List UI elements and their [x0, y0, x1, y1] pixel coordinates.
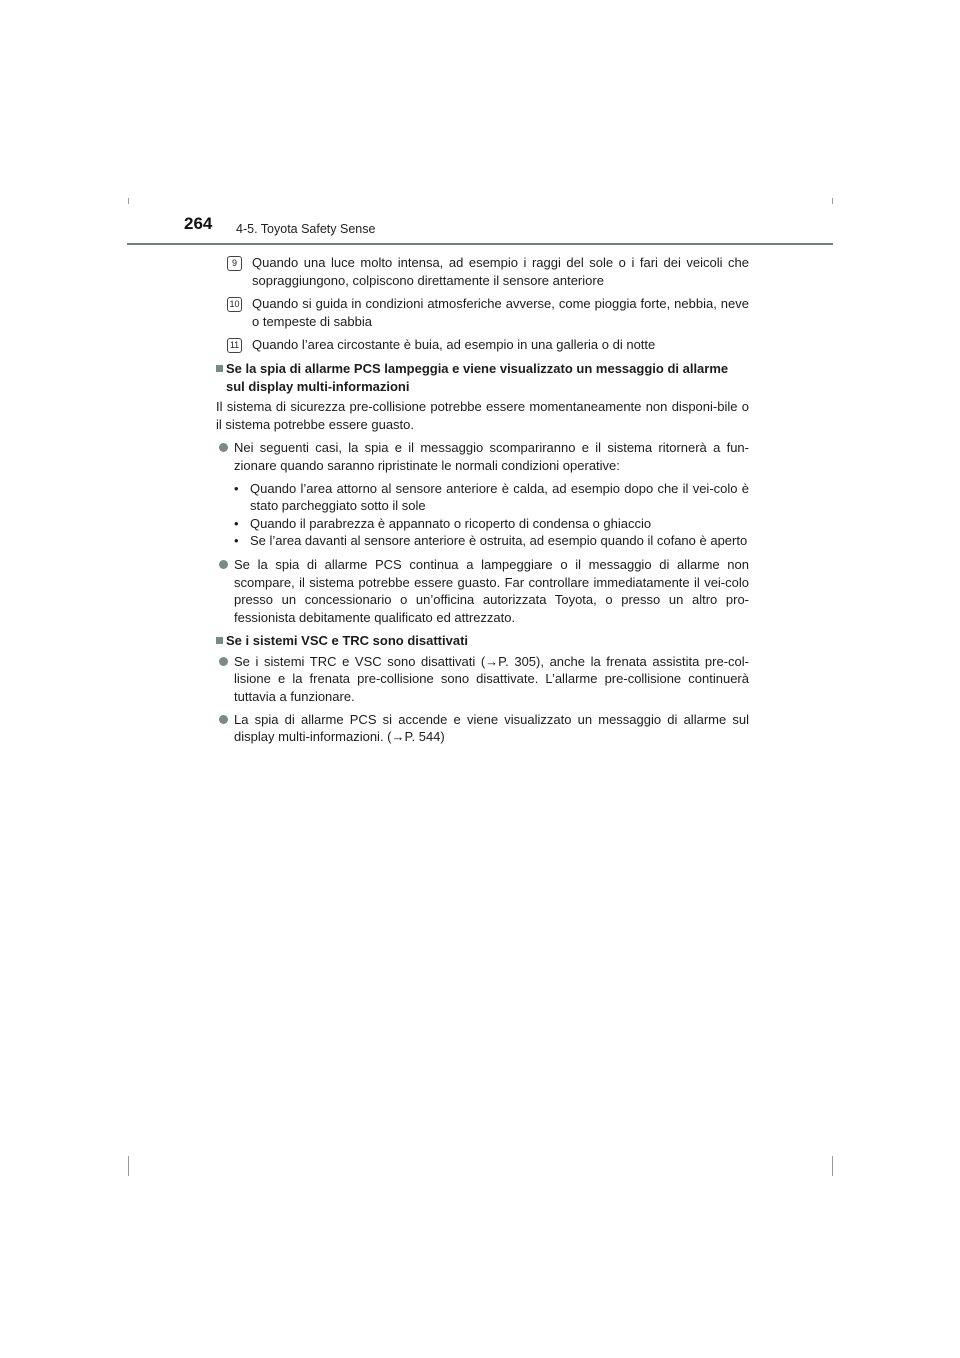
sub-list: [216, 480, 749, 550]
numbered-item-text: Quando l’area circostante è buia, ad esempio in una galleria o di notte: [252, 337, 656, 353]
section-intro: Il sistema di sicurezza pre-collisione potrebbe essere momentaneamente non disponi-bile o il sistema potrebbe essere guasto.: [216, 399, 749, 432]
crop-mark-top-left: [128, 198, 129, 204]
bullet-text: Nei seguenti casi, la spia e il messaggio scompariranno e il sistema ritornerà a fun-zionare quando saranno ripristinate le normali condizioni operative:: [234, 440, 749, 473]
page-number: 264: [184, 214, 213, 233]
numbered-item: [216, 295, 749, 330]
numbered-item: [216, 254, 749, 289]
square-bullet-icon: [216, 365, 223, 372]
section-heading-vsc-trc: [216, 632, 749, 650]
square-bullet-icon: [216, 637, 223, 644]
header-rule: [127, 243, 833, 245]
bullet-text: Se la spia di allarme PCS continua a lampeggiare o il messaggio di allarme non scompare, il sistema potrebbe essere guasto. Far controllare immediatamente il vei-colo presso un concessionario o un’officina autorizzata Toyota, o presso un altro pro-fessionista debitamente qualificato ed attrezzato.: [234, 556, 749, 625]
dot-marker: •: [234, 515, 239, 531]
bullet-item: [216, 556, 749, 626]
circle-bullet-icon: [219, 657, 228, 666]
number-badge: 10: [227, 297, 242, 312]
bullet-item: [216, 711, 749, 746]
circle-bullet-icon: [219, 560, 228, 569]
number-badge: 11: [227, 338, 242, 353]
crop-mark-bottom-right: [832, 1156, 833, 1176]
dot-marker: •: [234, 480, 239, 496]
numbered-item: [216, 336, 749, 354]
circle-bullet-icon: [219, 715, 228, 724]
bullet-text: Se i sistemi TRC e VSC sono disattivati (→P. 305), anche la frenata assistita pre-col-lisione e la frenata pre-collisione sono disattivate. L’allarme pre-collisione continuerà tuttavia a funzionare.: [234, 653, 749, 705]
dot-marker: •: [234, 533, 239, 549]
page-content: [216, 254, 749, 751]
numbered-item-text: Quando una luce molto intensa, ad esempio i raggi del sole o i fari dei veicoli che sopraggiungono, colpiscono direttamente il sensore anteriore: [252, 255, 749, 288]
number-badge: 9: [227, 256, 242, 271]
section-heading-pcs-warning: [216, 360, 749, 395]
sub-list-item: [216, 515, 749, 533]
sub-list-text: Quando l’area attorno al sensore anteriore è calda, ad esempio dopo che il vei-colo è stato parcheggiato sotto il sole: [250, 480, 749, 514]
crop-mark-top-right: [832, 198, 833, 204]
bullet-text: La spia di allarme PCS si accende e viene visualizzato un messaggio di allarme sul display multi-informazioni. (→P. 544): [234, 711, 749, 745]
sub-list-text: Se l’area davanti al sensore anteriore è ostruita, ad esempio quando il cofano è aperto: [250, 533, 748, 549]
section-heading-text: Se i sistemi VSC e TRC sono disattivati: [226, 633, 469, 649]
sub-list-item: [216, 532, 749, 550]
sub-list-text: Quando il parabrezza è appannato o ricoperto di condensa o ghiaccio: [250, 515, 652, 531]
sub-list-item: [216, 480, 749, 515]
numbered-item-text: Quando si guida in condizioni atmosferiche avverse, come pioggia forte, nebbia, neve o tempeste di sabbia: [252, 296, 749, 329]
section-title: 4-5. Toyota Safety Sense: [236, 222, 376, 236]
crop-mark-bottom-left: [128, 1156, 129, 1176]
circle-bullet-icon: [219, 443, 228, 452]
bullet-item: [216, 439, 749, 474]
bullet-item: [216, 653, 749, 706]
section-heading-text: Se la spia di allarme PCS lampeggia e viene visualizzato un messaggio di allarme sul display multi-informazioni: [226, 360, 729, 394]
